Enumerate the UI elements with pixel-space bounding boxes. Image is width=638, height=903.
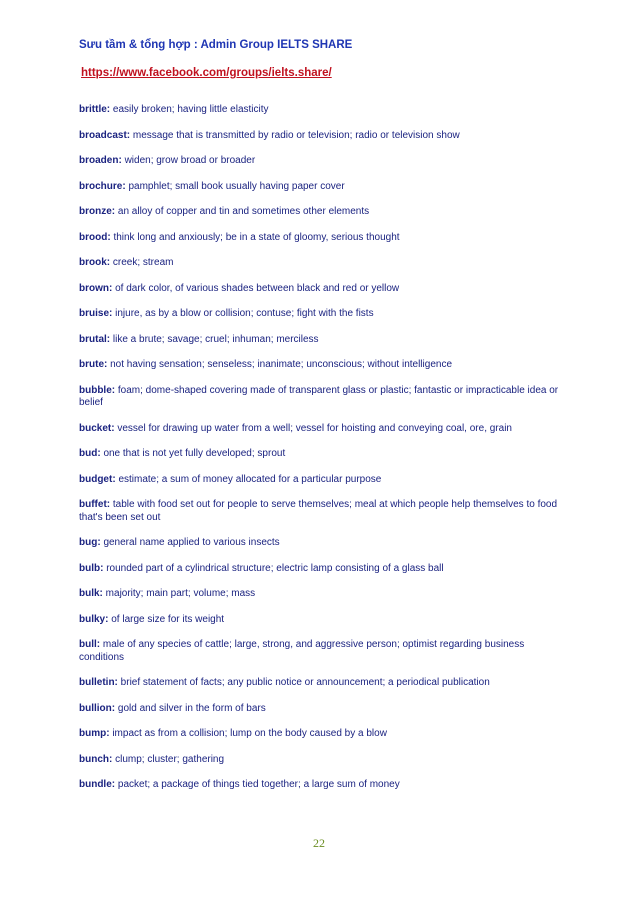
vocabulary-entry	[79, 499, 571, 524]
vocabulary-entry	[79, 677, 571, 690]
vocabulary-list	[79, 104, 571, 805]
vocabulary-entry	[79, 334, 571, 347]
page-number: 22	[313, 836, 325, 850]
vocabulary-entry	[79, 206, 571, 219]
vocabulary-entry	[79, 448, 571, 461]
entry-definition: vessel for drawing up water from a well; vessel for hoisting and conveying coal, ore, grain	[117, 422, 512, 434]
entry-definition: brief statement of facts; any public notice or announcement; a periodical publication	[120, 677, 490, 688]
entry-definition: one that is not yet fully developed; sprout	[103, 448, 286, 459]
vocabulary-entry	[79, 104, 571, 117]
entry-definition: think long and anxiously; be in a state of gloomy, serious thought	[113, 231, 400, 243]
entry-term: bulky:	[79, 613, 109, 625]
vocabulary-entry	[79, 130, 571, 143]
entry-definition: general name applied to various insects	[103, 537, 280, 548]
entry-term: brood:	[79, 231, 111, 243]
vocabulary-entry	[79, 283, 571, 296]
entry-definition: widen; grow broad or broader	[124, 155, 256, 166]
entry-definition: clump; cluster; gathering	[115, 753, 225, 765]
entry-term: bruise:	[79, 308, 113, 319]
vocabulary-entry	[79, 423, 571, 436]
entry-term: brittle:	[79, 104, 111, 115]
entry-definition: not having sensation; senseless; inanimate; unconscious; without intelligence	[110, 359, 452, 370]
entry-term: bulb:	[79, 562, 104, 574]
entry-definition: majority; main part; volume; mass	[105, 588, 256, 599]
vocabulary-entry	[79, 155, 571, 168]
entry-definition: foam; dome-shaped covering made of transparent glass or plastic; fantastic or impracticable idea or belief	[79, 384, 559, 408]
vocabulary-entry	[79, 385, 571, 410]
entry-term: broaden:	[79, 155, 122, 166]
entry-definition: an alloy of copper and tin and sometimes other elements	[117, 206, 370, 217]
vocabulary-entry	[79, 728, 571, 741]
entry-term: bubble:	[79, 384, 116, 396]
entry-definition: gold and silver in the form of bars	[117, 702, 266, 714]
entry-term: bucket:	[79, 422, 115, 434]
entry-term: brutal:	[79, 333, 111, 345]
entry-definition: injure, as by a blow or collision; contuse; fight with the fists	[115, 308, 374, 319]
vocabulary-entry	[79, 754, 571, 767]
entry-term: budget:	[79, 473, 116, 485]
entry-definition: of dark color, of various shades between black and red or yellow	[115, 282, 400, 294]
vocabulary-entry	[79, 537, 571, 550]
entry-definition: male of any species of cattle; large, strong, and aggressive person; optimist regarding business conditions	[79, 639, 525, 663]
entry-definition: pamphlet; small book usually having paper cover	[128, 180, 345, 192]
entry-definition: packet; a package of things tied together; a large sum of money	[117, 779, 400, 790]
entry-term: broadcast:	[79, 129, 131, 141]
vocabulary-entry	[79, 474, 571, 487]
entry-term: brute:	[79, 359, 108, 370]
entry-definition: estimate; a sum of money allocated for a particular purpose	[118, 473, 382, 485]
entry-term: brochure:	[79, 180, 126, 192]
entry-definition: impact as from a collision; lump on the body caused by a blow	[112, 728, 387, 739]
entry-term: bronze:	[79, 206, 116, 217]
header-title: Sưu tầm & tổng hợp : Admin Group IELTS SHARE	[79, 39, 353, 51]
entry-definition: creek; stream	[112, 257, 174, 268]
entry-term: bullion:	[79, 702, 116, 714]
vocabulary-entry	[79, 588, 571, 601]
vocabulary-entry	[79, 181, 571, 194]
vocabulary-entry	[79, 563, 571, 576]
entry-definition: easily broken; having little elasticity	[112, 104, 269, 115]
entry-term: bug:	[79, 537, 101, 548]
vocabulary-entry	[79, 232, 571, 245]
group-link[interactable]: https://www.facebook.com/groups/ielts.share/	[81, 67, 332, 79]
vocabulary-entry	[79, 359, 571, 372]
entry-definition: table with food set out for people to serve themselves; meal at which people help themselves to food that's been set out	[79, 499, 558, 523]
vocabulary-entry	[79, 639, 571, 664]
entry-definition: message that is transmitted by radio or television; radio or television show	[132, 129, 460, 141]
entry-term: buffet:	[79, 499, 111, 510]
vocabulary-entry	[79, 779, 571, 792]
entry-term: brown:	[79, 282, 113, 294]
entry-term: bull:	[79, 639, 101, 650]
vocabulary-entry	[79, 703, 571, 716]
entry-definition: rounded part of a cylindrical structure; electric lamp consisting of a glass ball	[106, 562, 444, 574]
entry-term: bump:	[79, 728, 110, 739]
entry-term: bundle:	[79, 779, 116, 790]
vocabulary-entry	[79, 308, 571, 321]
entry-term: bulletin:	[79, 677, 118, 688]
entry-term: bunch:	[79, 753, 113, 765]
entry-term: brook:	[79, 257, 111, 268]
entry-definition: of large size for its weight	[111, 613, 225, 625]
vocabulary-entry	[79, 257, 571, 270]
entry-definition: like a brute; savage; cruel; inhuman; merciless	[112, 333, 319, 345]
entry-term: bud:	[79, 448, 101, 459]
entry-term: bulk:	[79, 588, 103, 599]
vocabulary-entry	[79, 614, 571, 627]
